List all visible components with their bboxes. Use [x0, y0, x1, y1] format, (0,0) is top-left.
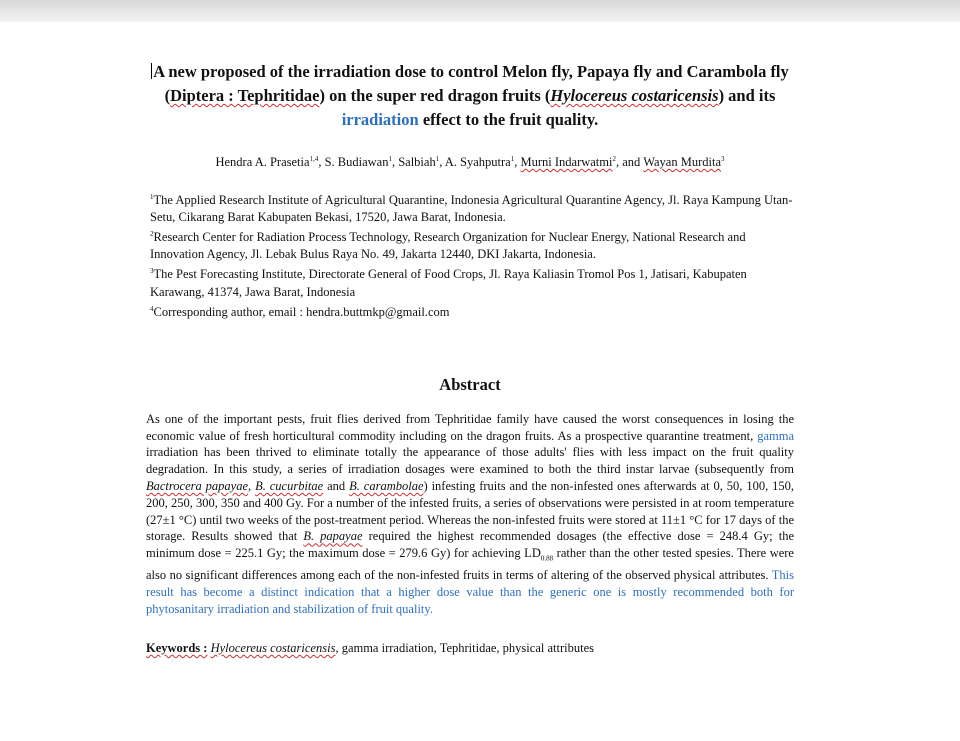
- author: Murni Indarwatmi$^2$: [520, 155, 616, 170]
- author: S. Budiawan$^1$: [324, 155, 392, 170]
- affiliation: $^3$The Pest Forecasting Institute, Directorate General of Food Crops, Jl. Raya Kaliasin Tromol Pos 1, Jatisari, Kabupaten Karawang, 41374, Jawa Barat, Indonesia: [150, 267, 747, 299]
- window-top-bar: [0, 0, 960, 22]
- abstract-heading: Abstract: [439, 374, 501, 394]
- affiliation: $^4$Corresponding author, email : hendra.buttmkp@gmail.com: [150, 304, 450, 319]
- keywords-label: Keywords :: [146, 640, 208, 655]
- author: Hendra A. Prasetia$^{1,4}$: [215, 155, 319, 170]
- author: Salbiah$^1$: [398, 155, 440, 170]
- document-page: [146, 60, 794, 657]
- abstract-body: As one of the important pests, fruit flies derived from Tephritidae family have caused the worst consequences in losing the economic value of fresh horticultural commodity including on the dragon fruits. As a prospective quarantine treatment, gamma irradiation has been thrived to eliminate totally the appearance of those adults' flies with less impact on the fruit quality degradation. In this study, a series of irradiation dosages were examined to both the third instar larvae (subsequently from Bactrocera papayae, B. cucurbitae and B. carambolae) infesting fruits and the non-infested ones afterwards at 0, 50, 100, 150, 200, 250, 300, 350 and 400 Gy. For a number of the infested fruits, a series of observations were persisted in at room temperature (27±1 °C) until two weeks of the post-treatment period. Whereas the non-infested fruits were stored at 11±1 °C for 17 days of the storage. Results showed that B. papayae required the highest recommended dosages (the effective dose = 248.4 Gy; the minimum dose = 225.1 Gy; the maximum dose = 279.6 Gy) for achieving $LD_{0.88}$ rather than the other tested spesies. There were also no significant differences among each of the non-infested fruits in terms of altering of the observed physical attributes. This result has become a distinct indication that a higher dose value than the generic one is mostly recommended both for phytosanitary irradiation and stabilization of fruit quality.: [146, 411, 795, 617]
- author-list: Hendra A. Prasetia$^{1,4}$, S. Budiawan$^1$, Salbiah$^1$, A. Syahputra$^1$, Murni Indarwatmi$^2$, and Wayan Murdita$^3$: [215, 155, 725, 170]
- keywords: Keywords : Hylocereus costaricensis, gamma irradiation, Tephritidae, physical attributes: [146, 640, 594, 655]
- author: A. Syahputra$^1$: [444, 155, 515, 170]
- abstract-highlight: This result has become a distinct indication that a higher dose value than the generic one is mostly recommended both for phytosanitary irradiation and stabilization of fruit quality.: [146, 568, 794, 617]
- paper-title: A new proposed of the irradiation dose to control Melon fly, Papaya fly and Carambola fly (Diptera : Tephritidae) on the super red dragon fruits (Hylocereus costaricensis) and its irradiation effect to the fruit quality.: [153, 62, 789, 129]
- author: Wayan Murdita$^3$: [643, 155, 725, 170]
- title-highlight: irradiation: [341, 110, 419, 129]
- affiliation: $^2$Research Center for Radiation Process Technology, Research Organization for Nuclear Energy, National Research and Innovation Agency, Jl. Lebak Bulus Raya No. 49, Jakarta 12440, DKI Jakarta, Indonesia.: [150, 230, 746, 262]
- affiliations: [150, 189, 794, 321]
- affiliation: $^1$The Applied Research Institute of Agricultural Quarantine, Indonesia Agricultural Quarantine Agency, Jl. Raya Kampung Utan-Setu, Cikarang Barat Kabupaten Bekasi, 17520, Jawa Barat, Indonesia.: [150, 193, 793, 225]
